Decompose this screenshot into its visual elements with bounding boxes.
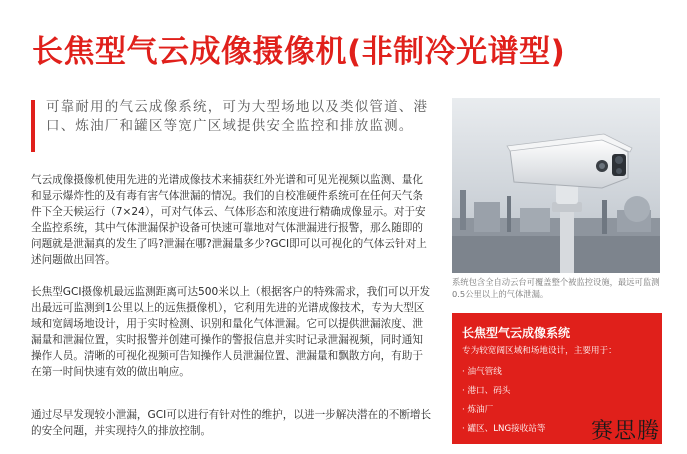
body-paragraph-2: 长焦型GCI摄像机最远监测距离可达500米以上（根据客户的特殊需求，我们可以开发出最远可监测到1公里以上的远焦摄像机），它利用先进的光谱成像技术，专为大型区域和宽阔场地设计，用于实时检测、识别和量化气体泄漏。它可以提供泄漏浓度、泄漏量和泄漏位置，实时报警并创建可操作的警报信息并实时记录泄漏视频，同时通知操作人员。清晰的可视化视频可告知操作人员泄漏位置、泄漏量和飘散方向，有助于在第一时间快速有效的做出响应。 (31, 286, 431, 378)
list-item: · 油气管线 (462, 367, 502, 377)
watermark: 赛思腾 (591, 419, 661, 444)
page-title: 长焦型气云成像摄像机(非制冷光谱型) (32, 34, 566, 70)
list-item: · 港口、码头 (462, 386, 511, 396)
list-item: · 罐区、LNG接收站等 (462, 424, 546, 434)
body-paragraph-1: 气云成像摄像机使用先进的光谱成像技术来捕获红外光谱和可见光视频以监测、量化和显示爆炸性的及有毒有害气体泄漏的情况。我们的自校准硬件系统可在任何天气条件下全天候运行（7×24），可对气体云、气体形态和浓度进行精确成像显示。对于安全监控系统，其中气体泄漏保护设备可快速可靠地对气体泄漏进行报警，那么随即的问题就是泄漏真的发生了吗?泄漏在哪?泄漏量多少?GCI即可以可视化的气体云针对上述问题做出回答。 (31, 174, 427, 266)
camera-illustration (452, 98, 660, 273)
lead-paragraph: 可靠耐用的气云成像系统，可为大型场地以及类似管道、港口、炼油厂和罐区等宽广区域提供安全监控和排放监测。 (46, 99, 429, 134)
feature-list (462, 363, 546, 439)
list-item: · 炼油厂 (462, 405, 494, 415)
lead-accent-bar (31, 100, 35, 152)
photo-caption: 系统包含全自动云台可覆盖整个被监控设施，最远可监测0.5公里以上的气体泄漏。 (452, 277, 660, 299)
camera-photo (452, 98, 660, 273)
feature-box-subtitle: 专为较宽阔区域和场地设计，主要用于： (462, 346, 617, 356)
feature-box-title: 长焦型气云成像系统 (462, 326, 571, 340)
body-paragraph-3: 通过尽早发现较小泄漏，GCI可以进行有针对性的维护，以进一步解决潜在的不断增长的安全问题，并实现持久的排放控制。 (31, 409, 432, 437)
